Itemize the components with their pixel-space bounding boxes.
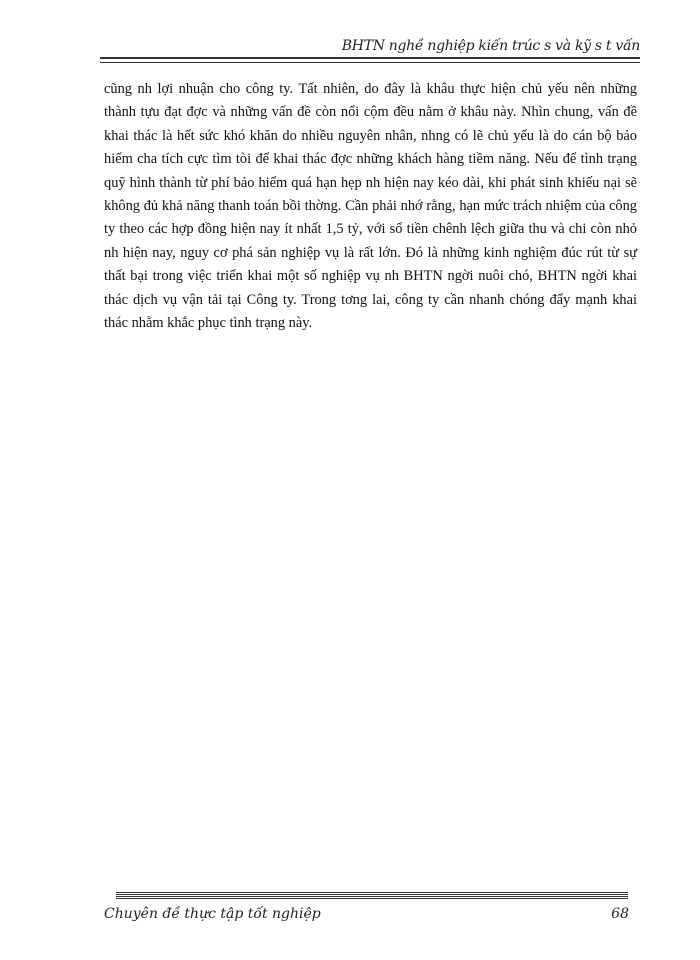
body-paragraph: cũng nh lợi nhuận cho công ty. Tất nhiên, do đây là khâu thực hiện chủ yếu nên những thành tựu đạt đợc và những vấn đề còn nổi cộm đều nằm ở khâu này. Nhìn chung, vấn đề khai thác là hết sức khó khăn do nhiều nguyên nhân, nhng có lẽ chủ yếu là do cán bộ bảo hiểm cha tích cực tìm tòi để khai thác đợc những khách hàng tiềm năng. Nếu để tình trạng quỹ hình thành từ phí bảo hiểm quá hạn hẹp nh hiện nay kéo dài, khi phát sinh khiếu nại sẽ không đủ khả năng thanh toán bồi thờng. Cần phải nhớ rằng, hạn mức trách nhiệm của công ty theo các hợp đồng hiện nay ít nhất 1,5 tỷ, với số tiền chênh lệch giữa thu và chi còn nhỏ nh hiện nay, nguy cơ phá sản nghiệp vụ là rất lớn. Đó là những kinh nghiệm đúc rút từ sự thất bại trong việc triển khai một số nghiệp vụ nh BHTN ngời nuôi chó, BHTN ngời khai thác dịch vụ vận tải tại Công ty. Trong tơng lai, công ty cần nhanh chóng đẩy mạnh khai thác nhằm khắc phục tình trạng này. (104, 81, 637, 332)
page-number: 68 (611, 906, 629, 922)
footer-divider (116, 892, 628, 900)
footer-title: Chuyên đề thực tập tốt nghiệp (104, 906, 321, 922)
page-header-title: BHTN nghề nghiệp kiến trúc s và kỹ s t vấn (341, 38, 640, 54)
header-divider (100, 57, 640, 63)
